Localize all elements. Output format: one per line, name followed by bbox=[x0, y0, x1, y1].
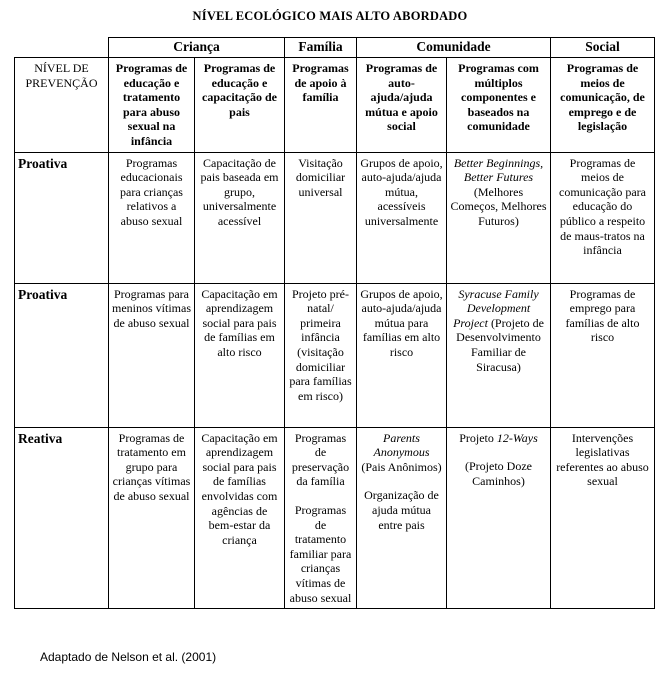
table-cell: Programas educacionais para crianças relativos a abuso sexual bbox=[109, 152, 195, 283]
program-translation: (Melhores Começos, Melhores Futuros) bbox=[450, 184, 547, 228]
cell-paragraph: Programas de tratamento familiar para crianças vítimas de abuso sexual bbox=[289, 502, 352, 605]
table-cell: Capacitação em aprendizagem social para pais de famílias em alto risco bbox=[195, 283, 285, 427]
table-row bbox=[15, 152, 655, 283]
table-cell: Visitação domiciliar universal bbox=[285, 152, 357, 283]
prevention-level: Proativa bbox=[15, 152, 109, 283]
program-prefix: Projeto bbox=[459, 430, 494, 445]
group-header-row bbox=[15, 38, 655, 58]
table-cell: Capacitação em aprendizagem social para pais de famílias envolvidas com agências de bem-estar da criança bbox=[195, 427, 285, 609]
sub-header: Programas de educação e tratamento para abuso sexual na infância bbox=[109, 58, 195, 153]
table-cell: Programas para meninos vítimas de abuso sexual bbox=[109, 283, 195, 427]
sub-header: Programas de apoio à família bbox=[285, 58, 357, 153]
program-name: Parents Anonymous bbox=[373, 430, 430, 460]
table-cell bbox=[357, 427, 447, 609]
program-name: Syracuse Family Development Project bbox=[453, 286, 539, 330]
group-header-crianca: Criança bbox=[109, 38, 285, 58]
ecological-level-table bbox=[14, 37, 655, 609]
table-cell: Capacitação de pais baseada em grupo, universalmente acessível bbox=[195, 152, 285, 283]
sub-header: Programas de educação e capacitação de pais bbox=[195, 58, 285, 153]
program-name: 12-Ways bbox=[496, 430, 538, 445]
table-row bbox=[15, 427, 655, 609]
source-note: Adaptado de Nelson et al. (2001) bbox=[40, 650, 217, 664]
group-header-social: Social bbox=[551, 38, 655, 58]
program-translation: (Projeto Doze Caminhos) bbox=[465, 459, 532, 488]
program-translation: (Pais Anônimos) bbox=[361, 459, 442, 474]
sub-header: Programas com múltiplos componentes e baseados na comunidade bbox=[447, 58, 551, 153]
cell-paragraph: Programas de preservação da família bbox=[291, 430, 350, 489]
sub-header: Programas de meios de comunicação, de emprego e de legislação bbox=[551, 58, 655, 153]
cell-paragraph: Organização de ajuda mútua entre pais bbox=[364, 488, 439, 532]
table-title: NÍVEL ECOLÓGICO MAIS ALTO ABORDADO bbox=[192, 9, 468, 23]
table-row bbox=[15, 283, 655, 427]
group-header-comunidade: Comunidade bbox=[357, 38, 551, 58]
table-cell: Programas de meios de comunicação para educação do público a respeito de maus-tratos na infância bbox=[551, 152, 655, 283]
row-header-label: NÍVEL DE PREVENÇÃO bbox=[15, 58, 109, 153]
table-cell bbox=[447, 283, 551, 427]
prevention-level: Proativa bbox=[15, 283, 109, 427]
table-cell bbox=[447, 427, 551, 609]
table-cell: Intervenções legislativas referentes ao abuso sexual bbox=[551, 427, 655, 609]
table-cell: Projeto pré-natal/ primeira infância (visitação domiciliar para famílias em risco) bbox=[285, 283, 357, 427]
table-cell: Grupos de apoio, auto-ajuda/ajuda mútua, acessíveis universalmente bbox=[357, 152, 447, 283]
program-name: Better Beginnings, Better Futures bbox=[453, 155, 544, 185]
program-translation: (Projeto de Desenvolvimento Familiar de Siracusa) bbox=[456, 315, 544, 374]
sub-header-row bbox=[15, 58, 655, 153]
table-cell bbox=[447, 152, 551, 283]
table-cell: Programas de emprego para famílias de alto risco bbox=[551, 283, 655, 427]
prevention-level: Reativa bbox=[15, 427, 109, 609]
corner-cell bbox=[15, 38, 109, 58]
sub-header: Programas de auto-ajuda/ajuda mútua e apoio social bbox=[357, 58, 447, 153]
table-cell bbox=[285, 427, 357, 609]
table-cell: Programas de tratamento em grupo para crianças vítimas de abuso sexual bbox=[109, 427, 195, 609]
group-header-familia: Família bbox=[285, 38, 357, 58]
table-cell: Grupos de apoio, auto-ajuda/ajuda mútua para famílias em alto risco bbox=[357, 283, 447, 427]
